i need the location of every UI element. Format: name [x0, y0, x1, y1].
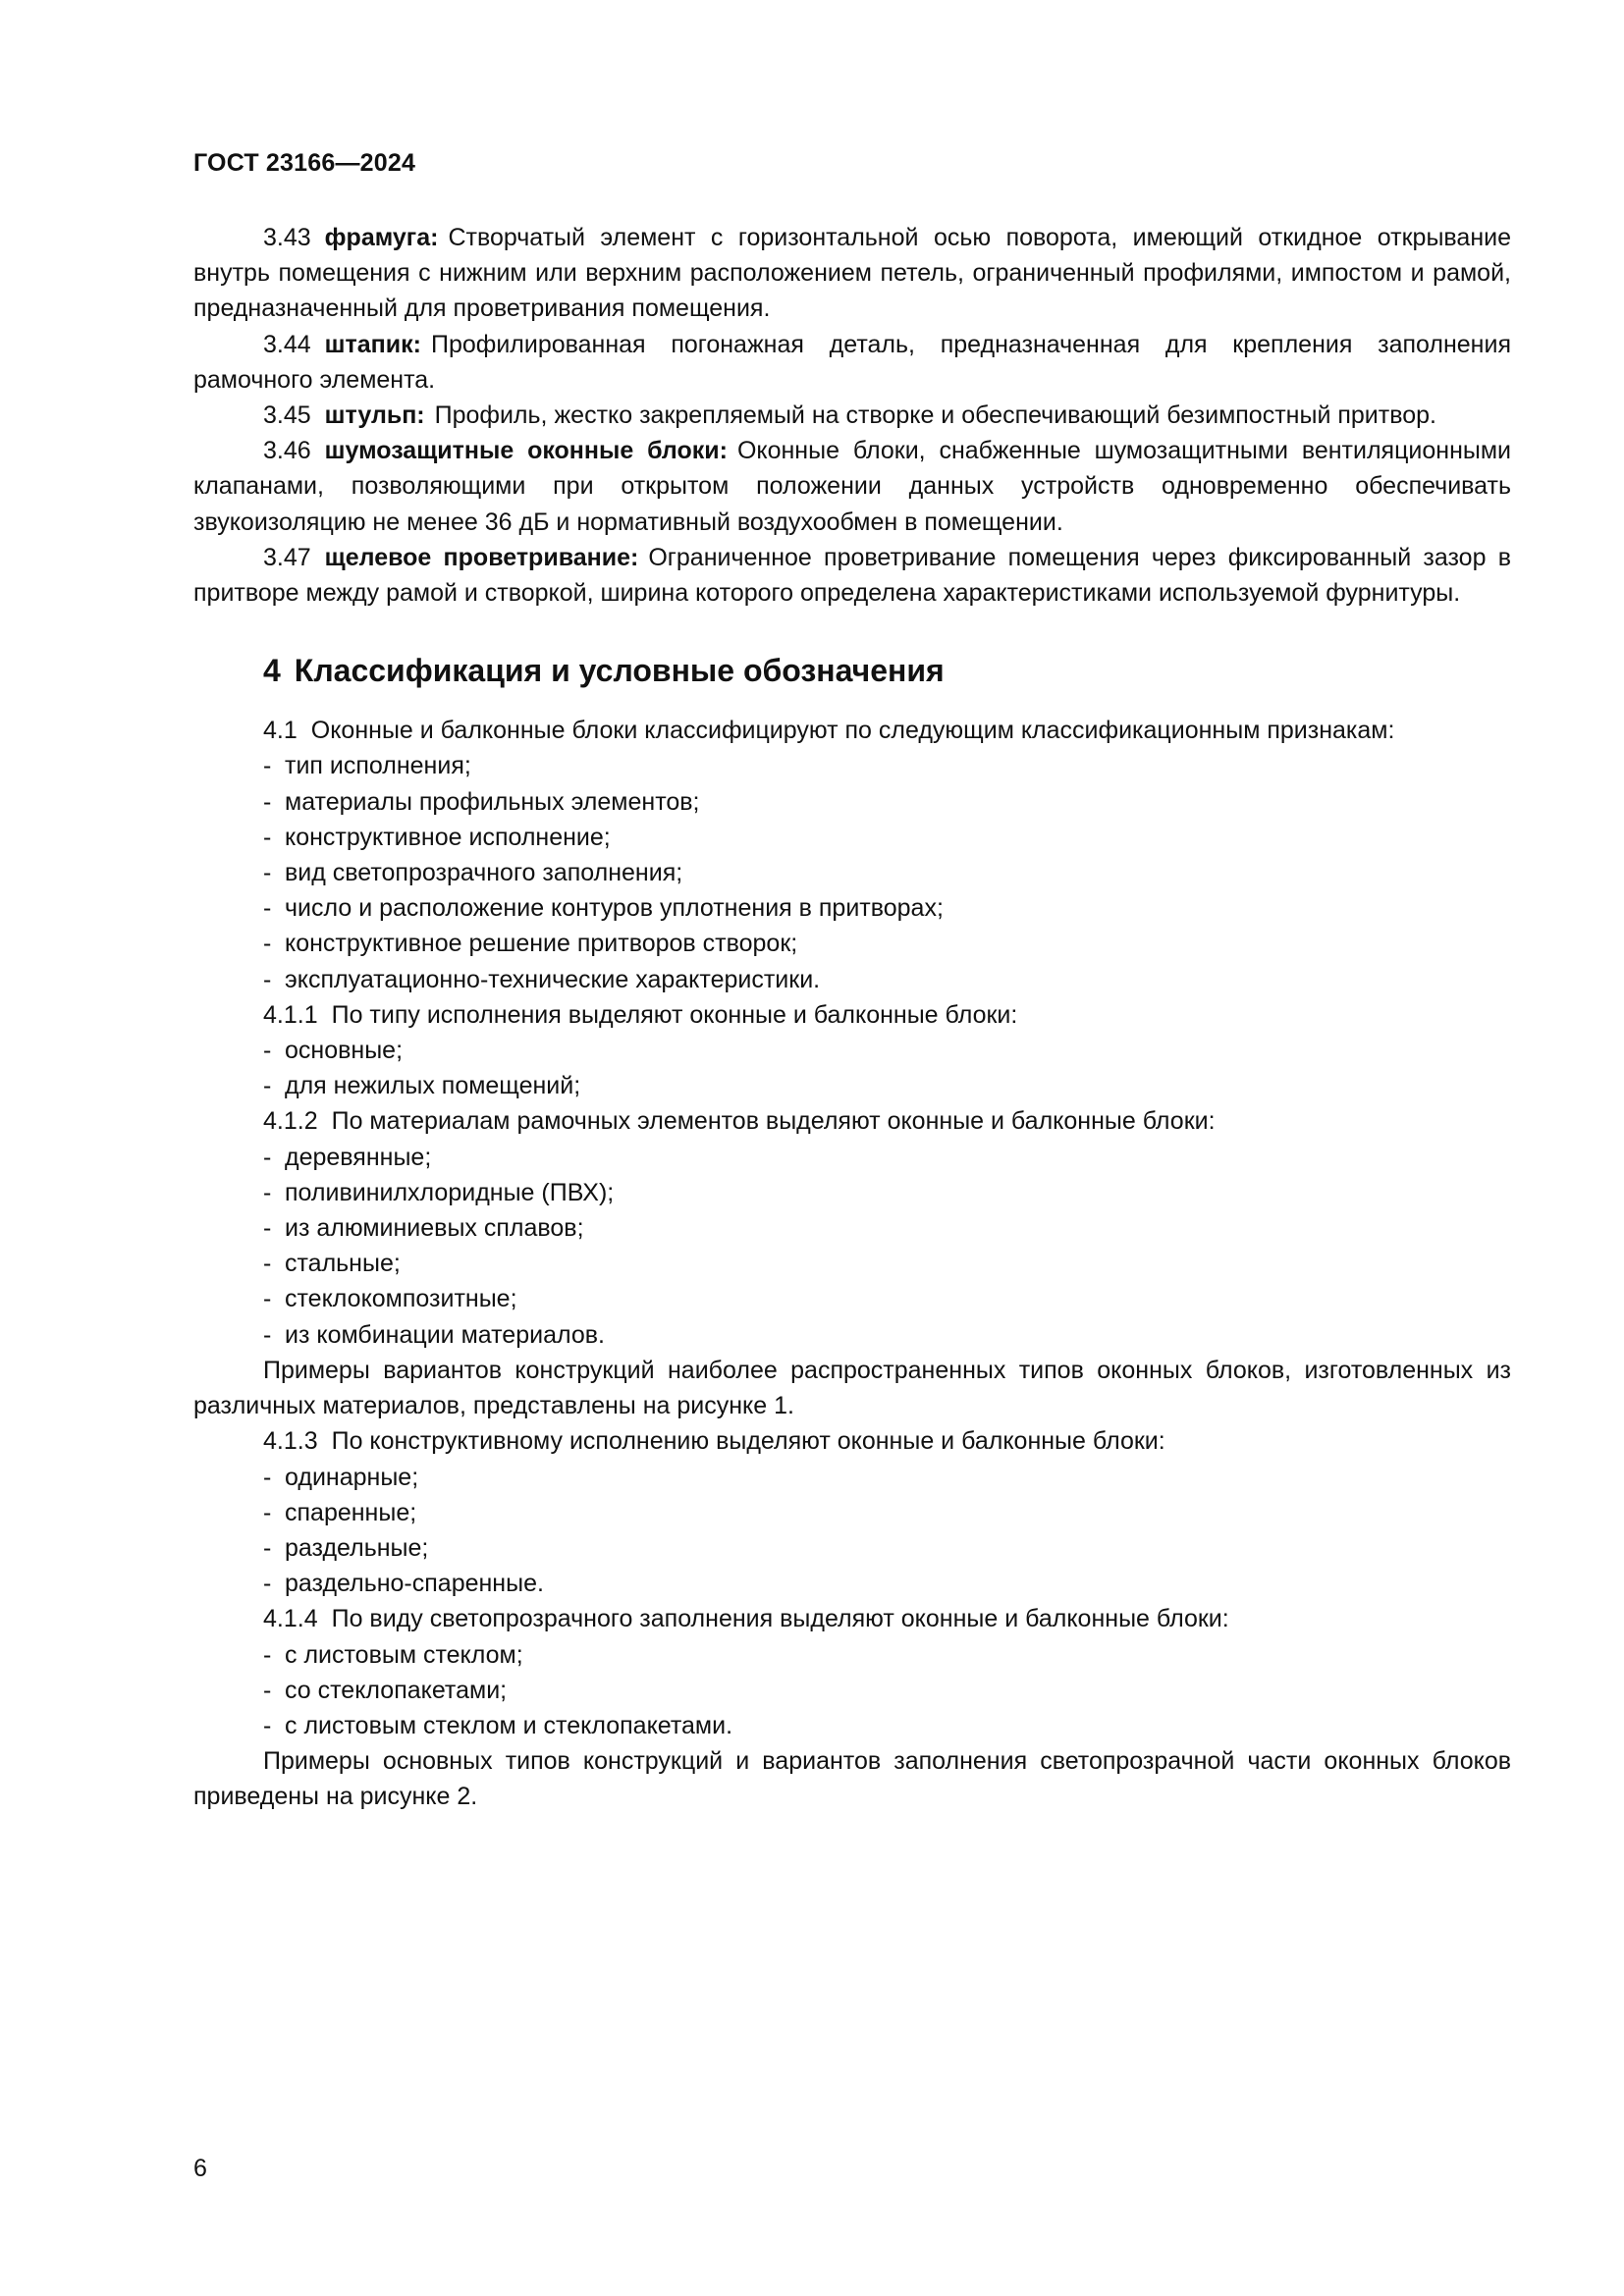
list-item: - вид светопрозрачного заполнения; — [193, 855, 1511, 890]
paragraph-4-1-4: 4.1.4 По виду светопрозрачного заполнения выделяют оконные и балконные блоки: — [263, 1605, 1229, 1633]
list-item: - спаренные; — [193, 1495, 1511, 1530]
paragraph-4-1: 4.1 Оконные и балконные блоки классифицируют по следующим классификационным признакам: — [263, 717, 1395, 745]
term: штульп: — [324, 401, 425, 430]
list-item: - деревянные; — [193, 1140, 1511, 1175]
list-item: - со стеклопакетами; — [193, 1673, 1511, 1708]
paragraph-4-1-1: 4.1.1 По типу исполнения выделяют оконные и балконные блоки: — [263, 1000, 1018, 1029]
term: щелевое проветривание: — [324, 543, 639, 571]
list-item: - эксплуатационно-технические характеристики. — [193, 962, 1511, 997]
list-item: - из комбинации материалов. — [193, 1317, 1511, 1353]
list-item: - раздельно-спаренные. — [193, 1566, 1511, 1601]
list-item: - раздельные; — [193, 1530, 1511, 1566]
definition-3-43: 3.43 фрамуга: Створчатый элемент с горизонтальной осью поворота, имеющий откидное открывание внутрь помещения с нижним или верхним расположением петель, ограниченный профилями, импостом и рамой, предназначенный для проветривания помещения. — [193, 224, 1511, 323]
definition-3-46: 3.46 шумозащитные оконные блоки: Оконные блоки, снабженные шумозащитными вентиляционными клапанами, позволяющими при открытом положении данных устройств одновременно обеспечивать звукоизоляцию не менее 36 дБ и нормативный воздухообмен в помещении. — [193, 437, 1512, 536]
definition-3-47: 3.47 щелевое проветривание: Ограниченное проветривание помещения через фиксированный зазор в притворе между рамой и створкой, ширина которого определена характеристиками используемой фурнитуры. — [193, 543, 1511, 608]
list-item: - основные; — [193, 1033, 1511, 1068]
page-number: 6 — [193, 2155, 207, 2182]
list-item: - конструктивное исполнение; — [193, 820, 1511, 855]
list-item: - поливинилхлоридные (ПВХ); — [193, 1175, 1511, 1210]
list-item: - тип исполнения; — [193, 748, 1511, 783]
term: фрамуга: — [324, 224, 439, 251]
definition-3-44: 3.44 штапик: Профилированная погонажная деталь, предназначенная для крепления заполнения рамочного элемента. — [193, 330, 1511, 394]
note-figure-2: Примеры основных типов конструкций и вариантов заполнения светопрозрачной части оконных блоков приведены на рисунке 2. — [193, 1747, 1511, 1811]
list-item: - материалы профильных элементов; — [193, 784, 1511, 820]
term: шумозащитные оконные блоки: — [324, 437, 728, 465]
list-item: - число и расположение контуров уплотнения в притворах; — [193, 890, 1511, 926]
list-item: - конструктивное решение притворов створок; — [193, 926, 1511, 961]
paragraph-4-1-3: 4.1.3 По конструктивному исполнению выделяют оконные и балконные блоки: — [263, 1427, 1165, 1456]
definition-3-45: 3.45 штульп: Профиль, жестко закрепляемый на створке и обеспечивающий безимпостный притвор. — [263, 401, 1436, 430]
list-item: - стеклокомпозитные; — [193, 1281, 1511, 1316]
list-item: - из алюминиевых сплавов; — [193, 1210, 1511, 1246]
note-figure-1: Примеры вариантов конструкций наиболее распространенных типов оконных блоков, изготовленных из различных материалов, представлены на рисунке 1. — [193, 1356, 1511, 1420]
paragraph-4-1-2: 4.1.2 По материалам рамочных элементов выделяют оконные и балконные блоки: — [263, 1107, 1216, 1136]
term: штапик: — [324, 330, 421, 358]
list-item: - одинарные; — [193, 1460, 1511, 1495]
list-item: - с листовым стеклом; — [193, 1637, 1511, 1673]
document-body — [193, 220, 1511, 1815]
document-header: ГОСТ 23166—2024 — [193, 149, 416, 177]
list-item: - с листовым стеклом и стеклопакетами. — [193, 1708, 1511, 1743]
list-item: - стальные; — [193, 1246, 1511, 1281]
list-item: - для нежилых помещений; — [193, 1068, 1511, 1103]
section-heading: 4 Классификация и условные обозначения — [263, 653, 945, 689]
